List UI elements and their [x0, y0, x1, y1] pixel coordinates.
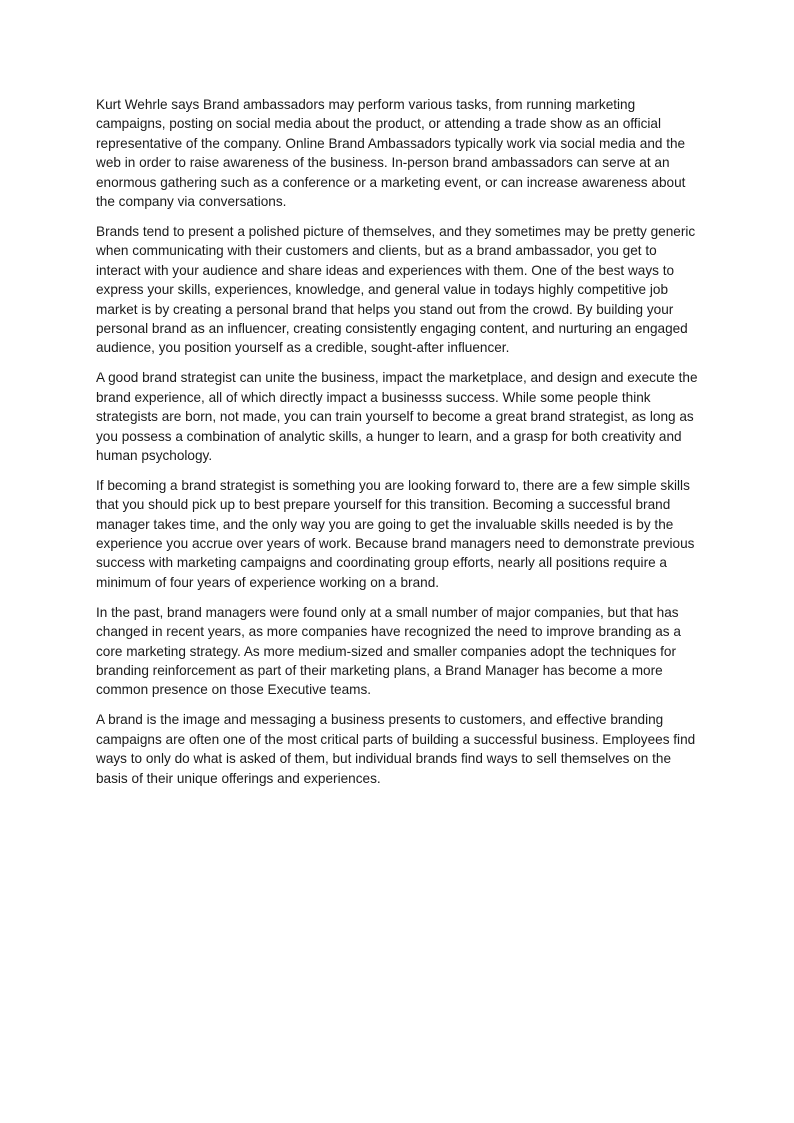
paragraph-brand-managers: In the past, brand managers were found only at a small number of major companies, but that has changed in recent years, as more companies have recognized the need to improve branding as a core marketing strategy. As more medium-sized and smaller companies adopt the techniques for branding reinforcement as part of their marketing plans, a Brand Manager has become a more common presence on those Executive teams.: [96, 604, 681, 698]
paragraph-brand-definition: A brand is the image and messaging a business presents to customers, and effective branding campaigns are often one of the most critical parts of building a successful business. Employees find ways to only do what is asked of them, but individual brands find ways to sell themselves on the basis of their unique offerings and experiences.: [96, 712, 696, 786]
paragraph-personal-brand: Brands tend to present a polished picture of themselves, and they sometimes may be pretty generic when communicating with their customers and clients, but as a brand ambassador, you get to interact with your audience and share ideas and experiences with them. One of the best ways to express your skills, experiences, knowledge, and general value in todays highly competitive job market is by creating a personal brand that helps you stand out from the crowd. By building your personal brand as an influencer, creating consistently engaging content, and nurturing an engaged audience, you position yourself as a credible, sought-after influencer.: [96, 223, 696, 356]
paragraph-becoming-strategist: If becoming a brand strategist is something you are looking forward to, there are a few simple skills that you should pick up to best prepare yourself for this transition. Becoming a successful brand manager takes time, and the only way you are going to get the invaluable skills needed is by the experience you accrue over years of work. Because brand managers need to demonstrate previous success with marketing campaigns and coordinating group efforts, nearly all positions require a minimum of four years of experience working on a brand.: [96, 477, 695, 590]
document-body: [96, 95, 698, 798]
paragraph-brand-ambassadors: Kurt Wehrle says Brand ambassadors may perform various tasks, from running marketing campaigns, posting on social media about the product, or attending a trade show as an official representative of the company. Online Brand Ambassadors typically work via social media and the web in order to raise awareness of the business. In-person brand ambassadors can serve at an enormous gathering such as a conference or a marketing event, or can increase awareness about the company via conversations.: [96, 97, 686, 210]
paragraph-brand-strategist: A good brand strategist can unite the business, impact the marketplace, and design and execute the brand experience, all of which directly impact a businesss success. While some people think strategists are born, not made, you can train yourself to become a great brand strategist, as long as you possess a combination of analytic skills, a hunger to learn, and a grasp for both creativity and human psychology.: [96, 370, 698, 463]
